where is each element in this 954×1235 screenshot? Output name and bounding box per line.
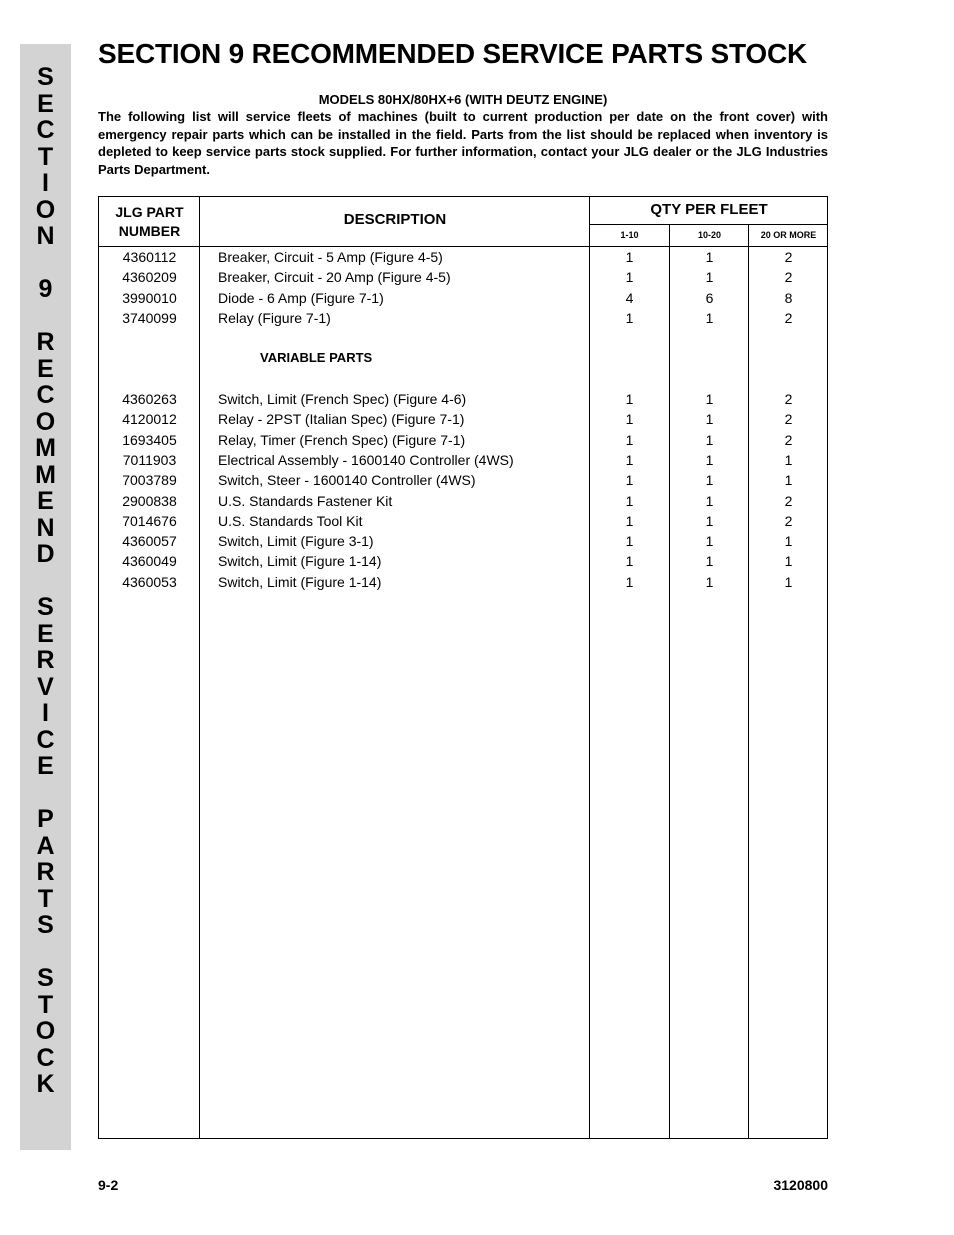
qty-1-10-cell: 1 [625,573,634,590]
side-tab-letter: C [36,725,55,754]
part-number-cell: 4360057 [122,533,177,550]
qty-1-10-cell: 1 [625,411,634,428]
side-tab-letter: C [36,116,55,144]
side-tab-letters [20,64,71,1098]
side-tab-letter: D [36,540,55,568]
qty-20-or-more-cell: 2 [784,249,793,265]
qty-1-10-cell: 1 [625,391,634,408]
table-row [99,288,827,308]
side-tab-letter: T [37,884,54,913]
qty-1-10-cell: 1 [625,492,634,509]
qty-20-or-more-cell: 1 [784,451,793,468]
table-row [99,572,827,592]
side-tab-letter: E [37,752,54,780]
header-description: DESCRIPTION [343,211,447,228]
qty-1-10-cell: 1 [625,309,634,326]
description-cell: U.S. Standards Tool Kit [218,512,363,529]
side-tab-letter: C [36,381,55,409]
side-tab-letter: O [35,1017,56,1045]
side-tab-letter: P [37,805,54,833]
qty-1-10-cell: 1 [625,269,634,286]
side-tab-letter: E [37,487,54,515]
qty-10-20-cell: 1 [705,431,714,448]
qty-1-10-cell: 1 [625,451,634,468]
description-cell: Switch, Limit (Figure 1-14) [218,573,382,590]
description-cell: Switch, Steer - 1600140 Controller (4WS) [218,472,476,489]
qty-10-20-cell: 1 [705,391,714,408]
table-row [99,531,827,551]
header-qty-20-or-more: 20 OR MORE [760,230,817,240]
side-tab-letter: I [42,699,49,727]
side-tab-letter: 9 [38,275,53,303]
header-divider [590,224,827,225]
side-tab-letter: R [36,328,55,356]
qty-20-or-more-cell: 1 [784,472,793,489]
side-tab-letter: N [36,222,55,250]
header-qty-1-10: 1-10 [620,230,639,240]
description-cell: Relay (Figure 7-1) [218,309,331,326]
side-tab-letter [20,939,71,966]
table-row [99,511,827,531]
page-number: 9-2 [98,1177,119,1193]
part-number-cell: 1693405 [122,431,177,448]
header-part-line1: JLG PART [115,204,184,220]
qty-1-10-cell: 1 [625,553,634,570]
qty-20-or-more-cell: 1 [784,573,793,590]
description-cell: Electrical Assembly - 1600140 Controller (4WS) [218,451,514,468]
side-tab-letter: M [35,460,56,489]
table-row [99,389,827,409]
side-tab [20,44,71,1150]
side-tab-letter: A [36,831,55,860]
part-number-cell: 4360053 [122,573,177,590]
table-body [99,247,827,592]
qty-10-20-cell: 1 [705,472,714,489]
qty-20-or-more-cell: 2 [784,411,793,428]
side-tab-letter [20,780,71,807]
section-row [99,328,827,389]
side-tab-letter: E [37,89,54,118]
side-tab-letter: O [35,195,56,224]
side-tab-letter: T [37,990,54,1019]
side-tab-letter: O [35,407,56,436]
qty-10-20-cell: 1 [705,451,714,468]
qty-1-10-cell: 1 [625,249,634,265]
side-tab-letter: V [37,672,54,701]
description-cell: Switch, Limit (French Spec) (Figure 4-6) [218,391,467,408]
description-cell: U.S. Standards Fastener Kit [218,492,393,509]
part-number-cell: 7011903 [122,451,177,468]
table-row [99,267,827,287]
qty-10-20-cell: 1 [705,492,714,509]
page-title: SECTION 9 RECOMMENDED SERVICE PARTS STOCK [98,38,808,69]
qty-10-20-cell: 1 [705,411,714,428]
side-tab-letter: N [36,513,55,542]
qty-10-20-cell: 1 [705,269,714,286]
part-number-cell: 4360049 [122,553,177,570]
side-tab-letter: C [36,1043,55,1072]
description-cell: Switch, Limit (Figure 1-14) [218,553,382,570]
header-qty-per-fleet: QTY PER FLEET [650,201,768,218]
part-number-cell: 3740099 [122,309,177,326]
side-tab-letter: E [37,619,54,648]
part-number-cell: 2900838 [122,492,177,509]
qty-10-20-cell: 6 [705,289,714,306]
part-number-cell: 3990010 [122,289,177,306]
qty-1-10-cell: 1 [625,512,634,529]
table-row [99,450,827,470]
qty-10-20-cell: 1 [705,553,714,570]
qty-20-or-more-cell: 2 [784,512,793,529]
table-row [99,551,827,571]
qty-20-or-more-cell: 2 [784,431,793,448]
models-subtitle: MODELS 80HX/80HX+6 (WITH DEUTZ ENGINE) [318,92,608,107]
document-number: 3120800 [773,1177,828,1193]
header-part-line2: NUMBER [118,223,181,239]
side-tab-letter: S [37,63,54,91]
side-tab-letter: M [35,434,56,462]
side-tab-letter: E [37,354,54,383]
description-cell: Breaker, Circuit - 5 Amp (Figure 4-5) [218,249,443,265]
part-number-cell: 7003789 [122,472,177,489]
part-number-cell: 7014676 [122,512,177,529]
side-tab-letter [20,250,71,277]
table-row [99,491,827,511]
qty-1-10-cell: 1 [625,431,634,448]
part-number-cell: 4120012 [122,411,177,428]
side-tab-letter: R [36,858,55,886]
section-label-variable-parts: VARIABLE PARTS [260,350,373,366]
qty-10-20-cell: 1 [705,573,714,590]
part-number-cell: 4360263 [122,391,177,408]
qty-20-or-more-cell: 2 [784,492,793,509]
parts-table [98,196,828,1139]
header-part-number [99,203,200,241]
side-tab-letter: S [37,911,54,939]
side-tab-letter: R [36,646,55,674]
table-row [99,247,827,267]
qty-20-or-more-cell: 1 [784,553,793,570]
side-tab-letter: S [37,964,54,992]
qty-20-or-more-cell: 8 [784,289,793,306]
qty-10-20-cell: 1 [705,512,714,529]
side-tab-letter [20,303,71,330]
qty-20-or-more-cell: 2 [784,309,793,326]
part-number-cell: 4360209 [122,269,177,286]
qty-1-10-cell: 1 [625,472,634,489]
side-tab-letter: K [36,1070,55,1098]
intro-paragraph: The following list will service fleets of machines (built to current production per date on the front cover) with emergency repair parts which can be installed in the field. Parts from the list should be replaced when inventory is depleted to keep service parts stock supplied. For further information, contact your JLG dealer or the JLG Industries Parts Department. [98,109,828,177]
qty-10-20-cell: 1 [705,249,714,265]
variable-rows [99,389,827,592]
side-tab-letter [20,568,71,595]
qty-10-20-cell: 1 [705,309,714,326]
qty-10-20-cell: 1 [705,533,714,550]
description-cell: Relay, Timer (French Spec) (Figure 7-1) [218,431,466,448]
part-number-cell: 4360112 [122,249,177,265]
side-tab-letter: I [42,169,49,197]
side-tab-letter: T [37,142,54,171]
description-cell: Diode - 6 Amp (Figure 7-1) [218,289,384,306]
qty-20-or-more-cell: 2 [784,391,793,408]
main-rows [99,247,827,328]
description-cell: Breaker, Circuit - 20 Amp (Figure 4-5) [218,269,451,286]
side-tab-letter: S [37,593,54,621]
header-qty-10-20: 10-20 [697,230,722,240]
qty-20-or-more-cell: 1 [784,533,793,550]
table-row [99,409,827,429]
table-row [99,308,827,328]
qty-1-10-cell: 1 [625,533,634,550]
qty-20-or-more-cell: 2 [784,269,793,286]
table-row [99,470,827,490]
description-cell: Relay - 2PST (Italian Spec) (Figure 7-1) [218,411,465,428]
qty-1-10-cell: 4 [625,289,634,306]
table-row [99,430,827,450]
description-cell: Switch, Limit (Figure 3-1) [218,533,374,550]
